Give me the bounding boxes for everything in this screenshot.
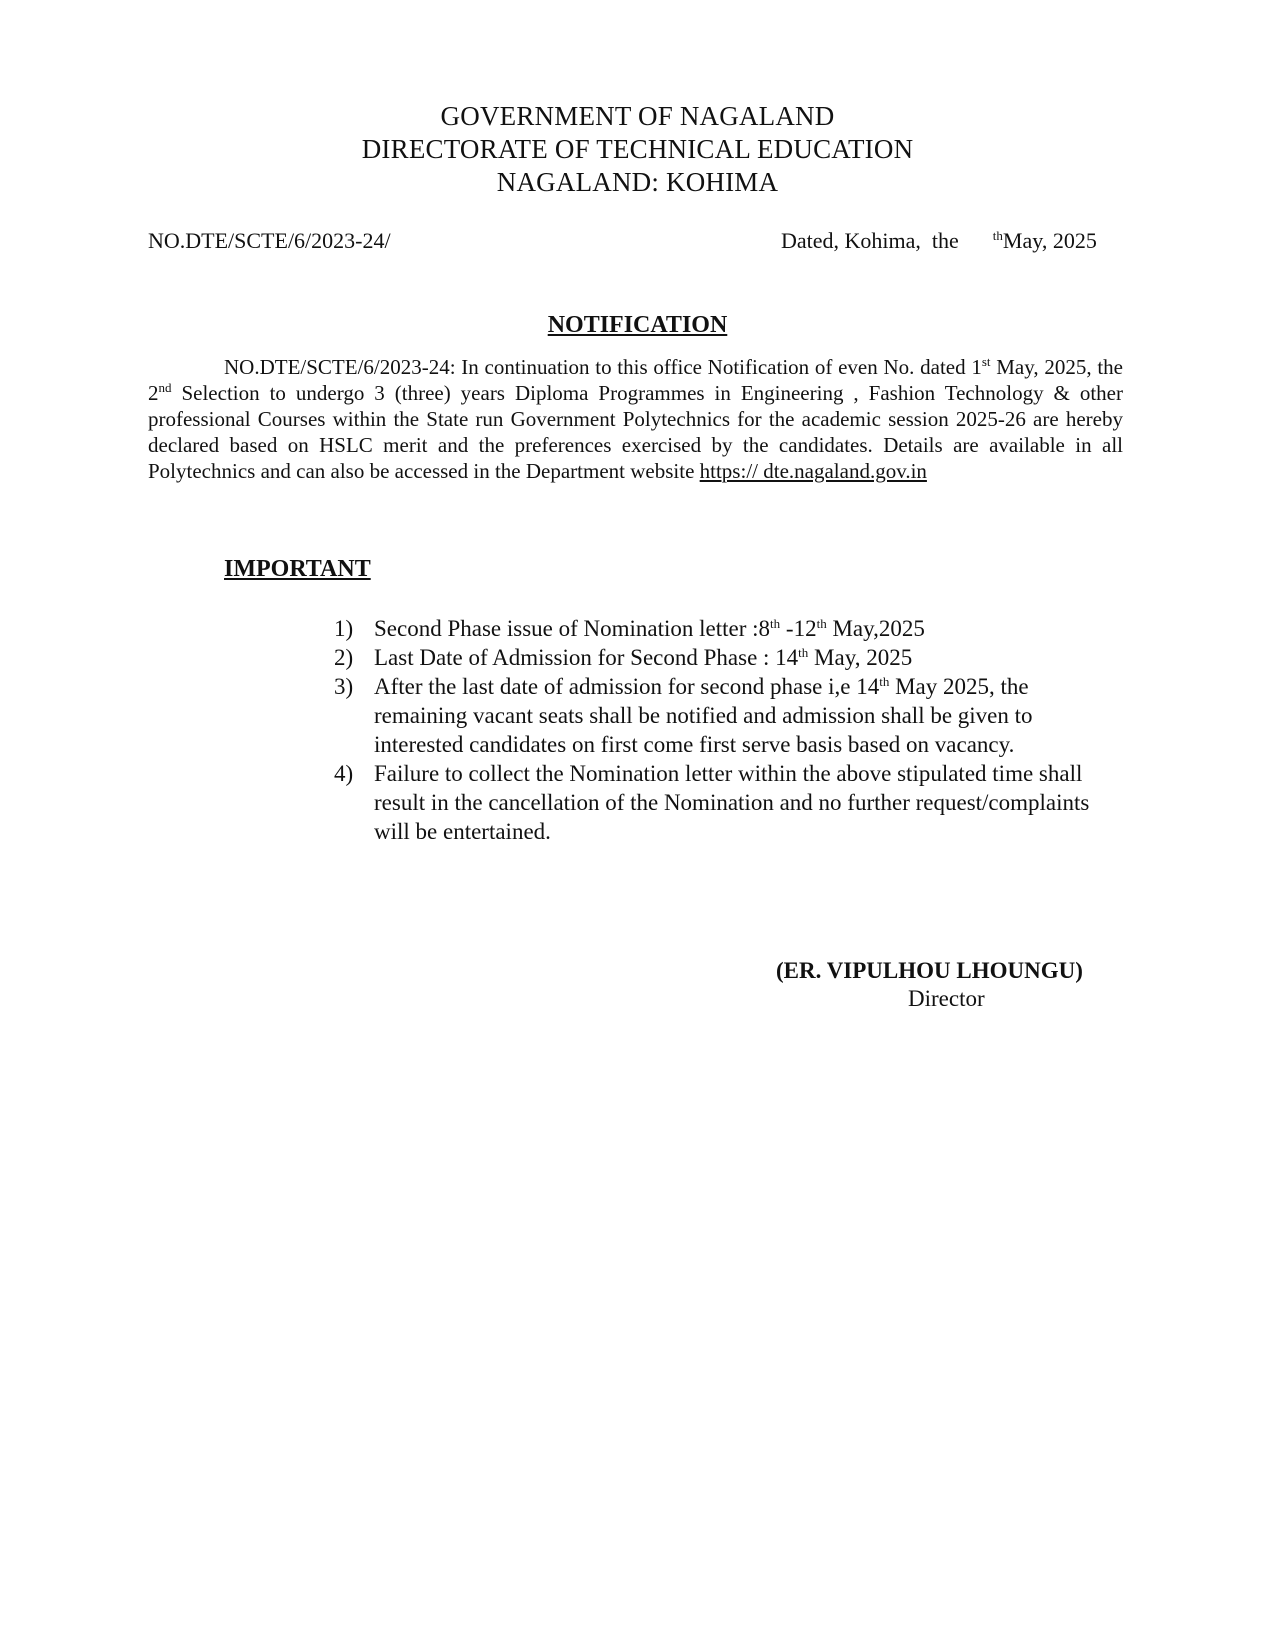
list-item-text: May 2025, the remaining vacant seats shall be notified and admission shall be given to interested candidates on first come first serve basis based on vacancy.: [374, 674, 1033, 757]
list-item-text: Second Phase issue of Nomination letter :8: [374, 616, 771, 641]
body-sup-1: st: [981, 354, 991, 369]
notification-title: NOTIFICATION: [547, 312, 728, 338]
reference-number: NO.DTE/SCTE/6/2023-24/: [148, 228, 391, 253]
department-website-link[interactable]: https:// dte.nagaland.gov.in: [699, 459, 927, 483]
list-item: [334, 672, 1104, 759]
letterhead-line-location: NAGALAND: KOHIMA: [496, 167, 779, 197]
signatory-designation: Director: [908, 986, 985, 1011]
list-item-text: Last Date of Admission for Second Phase : 14: [374, 645, 799, 670]
list-item-sup: th: [770, 616, 781, 631]
body-text-2: May, 2025, the 2: [148, 355, 1123, 405]
list-item-sup: th: [798, 645, 809, 660]
important-heading: IMPORTANT: [224, 556, 371, 582]
list-item-sup: th: [879, 674, 890, 689]
notification-body: [148, 354, 1123, 484]
body-text-3: Selection to undergo 3 (three) years Diploma Programmes in Engineering , Fashion Technology & other professional Courses within the State run Government Polytechnics for the academic session 2025-26 are hereby declared based on HSLC merit and the preferences exercised by the candidates. Details are available in all Polytechnics and can also be accessed in the Department website: [148, 381, 1123, 483]
body-sup-2: nd: [158, 380, 172, 395]
letterhead-line-directorate: DIRECTORATE OF TECHNICAL EDUCATION: [361, 134, 914, 164]
letterhead-line-government: GOVERNMENT OF NAGALAND: [440, 101, 835, 131]
list-item-text: May,2025: [826, 616, 925, 641]
letterhead: [0, 100, 1275, 199]
date-month-year: May, 2025: [1002, 228, 1097, 253]
list-item: [334, 759, 1104, 846]
list-item-number: 3): [334, 674, 354, 699]
list-item-number: 1): [334, 616, 354, 641]
body-text-1: NO.DTE/SCTE/6/2023-24: In continuation to this office Notification of even No. dated 1: [224, 355, 982, 379]
list-item-number: 2): [334, 645, 354, 670]
list-item-text: May, 2025: [808, 645, 913, 670]
date-line: [781, 228, 1097, 254]
list-item-text: -12: [780, 616, 817, 641]
date-day-suffix: th: [992, 228, 1003, 243]
list-item-text: Failure to collect the Nomination letter within the above stipulated time shall result in the cancellation of the Nomination and no further request/complaints will be entertained.: [374, 761, 1090, 844]
important-list: [334, 614, 1104, 846]
list-item-sup: th: [816, 616, 827, 631]
date-prefix: Dated, Kohima, the: [781, 228, 959, 253]
list-item-text: After the last date of admission for second phase i,e 14: [374, 674, 880, 699]
signatory-name: (ER. VIPULHOU LHOUNGU): [776, 958, 1083, 983]
list-item: [334, 614, 1104, 643]
list-item: [334, 643, 1104, 672]
list-item-number: 4): [334, 761, 354, 786]
